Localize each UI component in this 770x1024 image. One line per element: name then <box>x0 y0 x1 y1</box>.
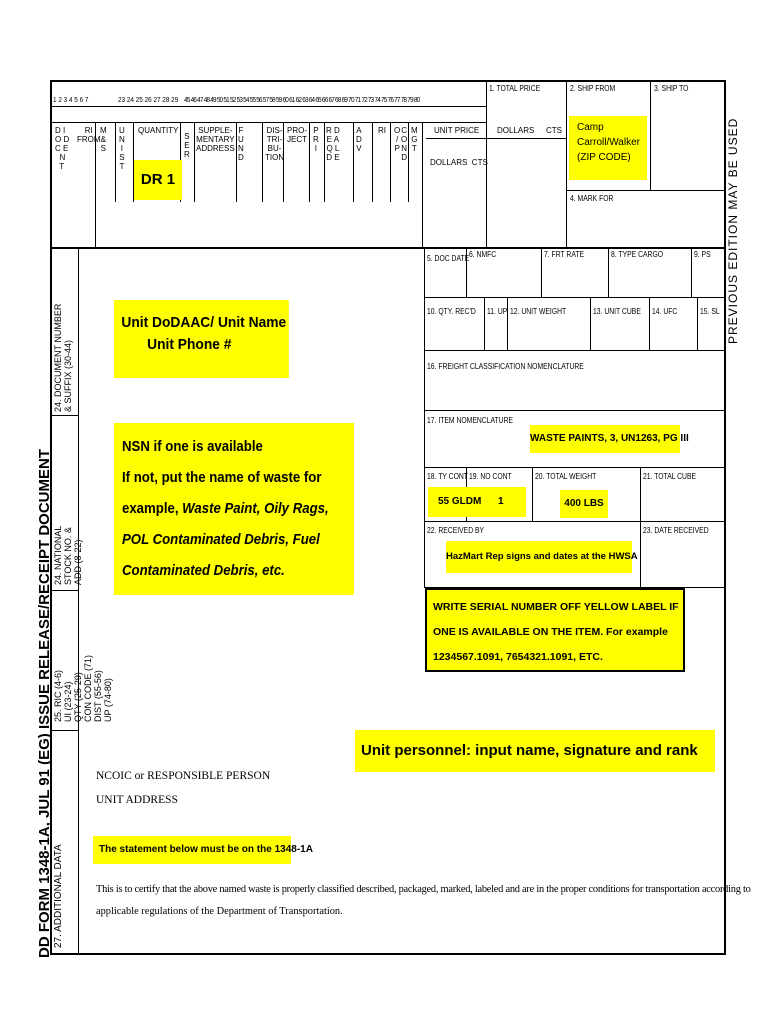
nsn-line1: NSN if one is available <box>122 438 263 455</box>
serial-line2: ONE IS AVAILABLE ON THE ITEM. For example <box>433 626 668 638</box>
ty-cont-value: 55 GLDM <box>438 496 482 507</box>
certify-line2: applicable regulations of the Department of Transportation. <box>96 906 343 917</box>
no-cont-label: 19. NO CONT <box>469 472 512 481</box>
ship-to-label: 3. SHIP TO <box>654 84 689 93</box>
serial-line1: WRITE SERIAL NUMBER OFF YELLOW LABEL IF <box>433 601 679 613</box>
received-by-label: 22. RECEIVED BY <box>427 526 485 535</box>
col-cts: CTS <box>546 126 562 135</box>
col-distribution: DIS- TRI- BU- TION <box>265 126 285 162</box>
serial-line3: 1234567.1091, 7654321.1091, ETC. <box>433 651 603 663</box>
form-title: DD FORM 1348-1A, JUL 91 (EG) ISSUE RELEASE/RECEIPT DOCUMENT <box>36 449 53 958</box>
nsn-note <box>114 423 354 595</box>
unit-dodaac-note <box>114 300 289 378</box>
col-dollars-cts: DOLLARS CTS <box>430 158 488 167</box>
mark-for-label: 4. MARK FOR <box>570 194 614 203</box>
header-numbers-left: 1 2 3 4 5 6 7 <box>53 95 89 104</box>
freight-class-label: 16. FREIGHT CLASSIFICATION NOMENCLATURE <box>427 362 584 371</box>
nsn-line5: Contaminated Debris, etc. <box>122 562 285 579</box>
col-ri-from: RI FROM <box>77 126 101 144</box>
statement-note: The statement below must be on the 1348-1A <box>93 836 291 864</box>
ps-label: 9. PS <box>694 250 711 259</box>
no-cont-value: 1 <box>498 496 504 507</box>
col-op: O / P <box>394 126 401 153</box>
ship-from-line1: Camp <box>577 122 604 133</box>
serial-number-note <box>425 588 685 672</box>
col-supplementary: SUPPLE- MENTARY ADDRESS <box>196 126 235 153</box>
col-cond: C O N D <box>401 126 408 162</box>
ship-from-label: 2. SHIP FROM <box>570 84 616 93</box>
hazmart-note: HazMart Rep signs and dates at the HWSA <box>446 541 632 573</box>
col-fund: F U N D <box>238 126 244 162</box>
unit-personnel-note: Unit personnel: input name, signature and rank <box>355 730 715 772</box>
col-dollars: DOLLARS <box>497 126 535 135</box>
ty-cont-label: 18. TY CONT <box>427 472 468 481</box>
ship-from-line3: (ZIP CODE) <box>577 152 631 163</box>
field25-label: 25. RIC (4-6) UI (23-24) QTY (25-29) CON CODE (71) DIST (55-56) UP (74-80) <box>53 654 113 722</box>
field24-doc-label: 24. DOCUMENT NUMBER & SUFFIX (30-44) <box>53 303 73 412</box>
ncoic-line: NCOIC or RESPONSIBLE PERSON <box>96 770 271 782</box>
col-ser: S E R <box>184 132 190 159</box>
certify-line1: This is to certify that the above named waste is properly classified described, packaged, marked, labeled and are in the proper conditions for transportation according to <box>96 884 751 895</box>
col-project: PRO- JECT <box>287 126 307 144</box>
col-unit: U N I S T <box>119 126 125 171</box>
nsn-line2: If not, put the name of waste for <box>122 469 322 486</box>
col-quantity: QUANTITY <box>138 126 179 135</box>
type-cargo-label: 8. TYPE CARGO <box>611 250 664 259</box>
nsn-line3 <box>122 493 329 524</box>
nmfc-label: 6. NMFC <box>469 250 497 259</box>
waste-paints-note: WASTE PAINTS, 3, UN1263, PG III <box>530 425 680 453</box>
header-numbers-right: 45 46 47 48 49 50 51 52 53 54 55 56 57 58 59 60 61 62 63 64 65 66 67 68 69 70 71 72 73 74 75 76 77 78 79 80 <box>184 95 420 104</box>
dr1-note: DR 1 <box>134 160 182 200</box>
unit-cube-label: 13. UNIT CUBE <box>593 307 641 316</box>
previous-edition-note: PREVIOUS EDITION MAY BE USED <box>726 117 740 344</box>
unit-address-line: UNIT ADDRESS <box>96 794 178 806</box>
qty-recd-label: 10. QTY. REC'D <box>427 307 476 316</box>
col-rdd: R D E A Q L D E <box>326 126 340 162</box>
ship-from-line2: Carroll/Walker <box>577 137 640 148</box>
col-pri: P R I <box>313 126 319 153</box>
nsn-line3-italic: Waste Paint, Oily Rags, <box>182 500 329 517</box>
unit-dodaac-line: Unit DoDAAC/ Unit Name <box>121 314 287 331</box>
field24-nsn-label: 24. NATIONAL STOCK NO. & ADD (8-22) <box>53 525 83 585</box>
total-cube-label: 21. TOTAL CUBE <box>643 472 697 481</box>
doc-date-label: 5. DOC DATE <box>427 254 470 263</box>
total-weight-label: 20. TOTAL WEIGHT <box>535 472 597 481</box>
col-doc-ident: D I O D C E N T <box>55 126 70 171</box>
item-nomenclature-label: 17. ITEM NOMENCLATURE <box>427 416 514 425</box>
sl-label: 15. SL <box>700 307 720 316</box>
date-received-label: 23. DATE RECEIVED <box>643 526 709 535</box>
container-note <box>428 487 526 517</box>
col-unit-price: UNIT PRICE <box>434 126 480 135</box>
col-ms: M & S <box>100 126 107 153</box>
total-weight-value: 400 LBS <box>560 490 608 518</box>
nsn-line3-plain: example, <box>122 500 183 517</box>
col-adv: A D V <box>356 126 362 153</box>
total-price-label: 1. TOTAL PRICE <box>489 84 541 93</box>
col-mgt: M G T <box>411 126 418 153</box>
frt-rate-label: 7. FRT RATE <box>544 250 585 259</box>
up-label: 11. UP <box>487 307 508 316</box>
unit-phone-line: Unit Phone # <box>147 336 232 353</box>
additional-data-label: 27. ADDITIONAL DATA <box>53 844 64 948</box>
ufc-label: 14. UFC <box>652 307 678 316</box>
col-ri: RI <box>378 126 386 135</box>
ship-from-note <box>569 116 647 180</box>
unit-weight-label: 12. UNIT WEIGHT <box>510 307 567 316</box>
header-numbers-mid: 23 24 25 26 27 28 29 <box>118 95 179 104</box>
nsn-line4: POL Contaminated Debris, Fuel <box>122 531 320 548</box>
